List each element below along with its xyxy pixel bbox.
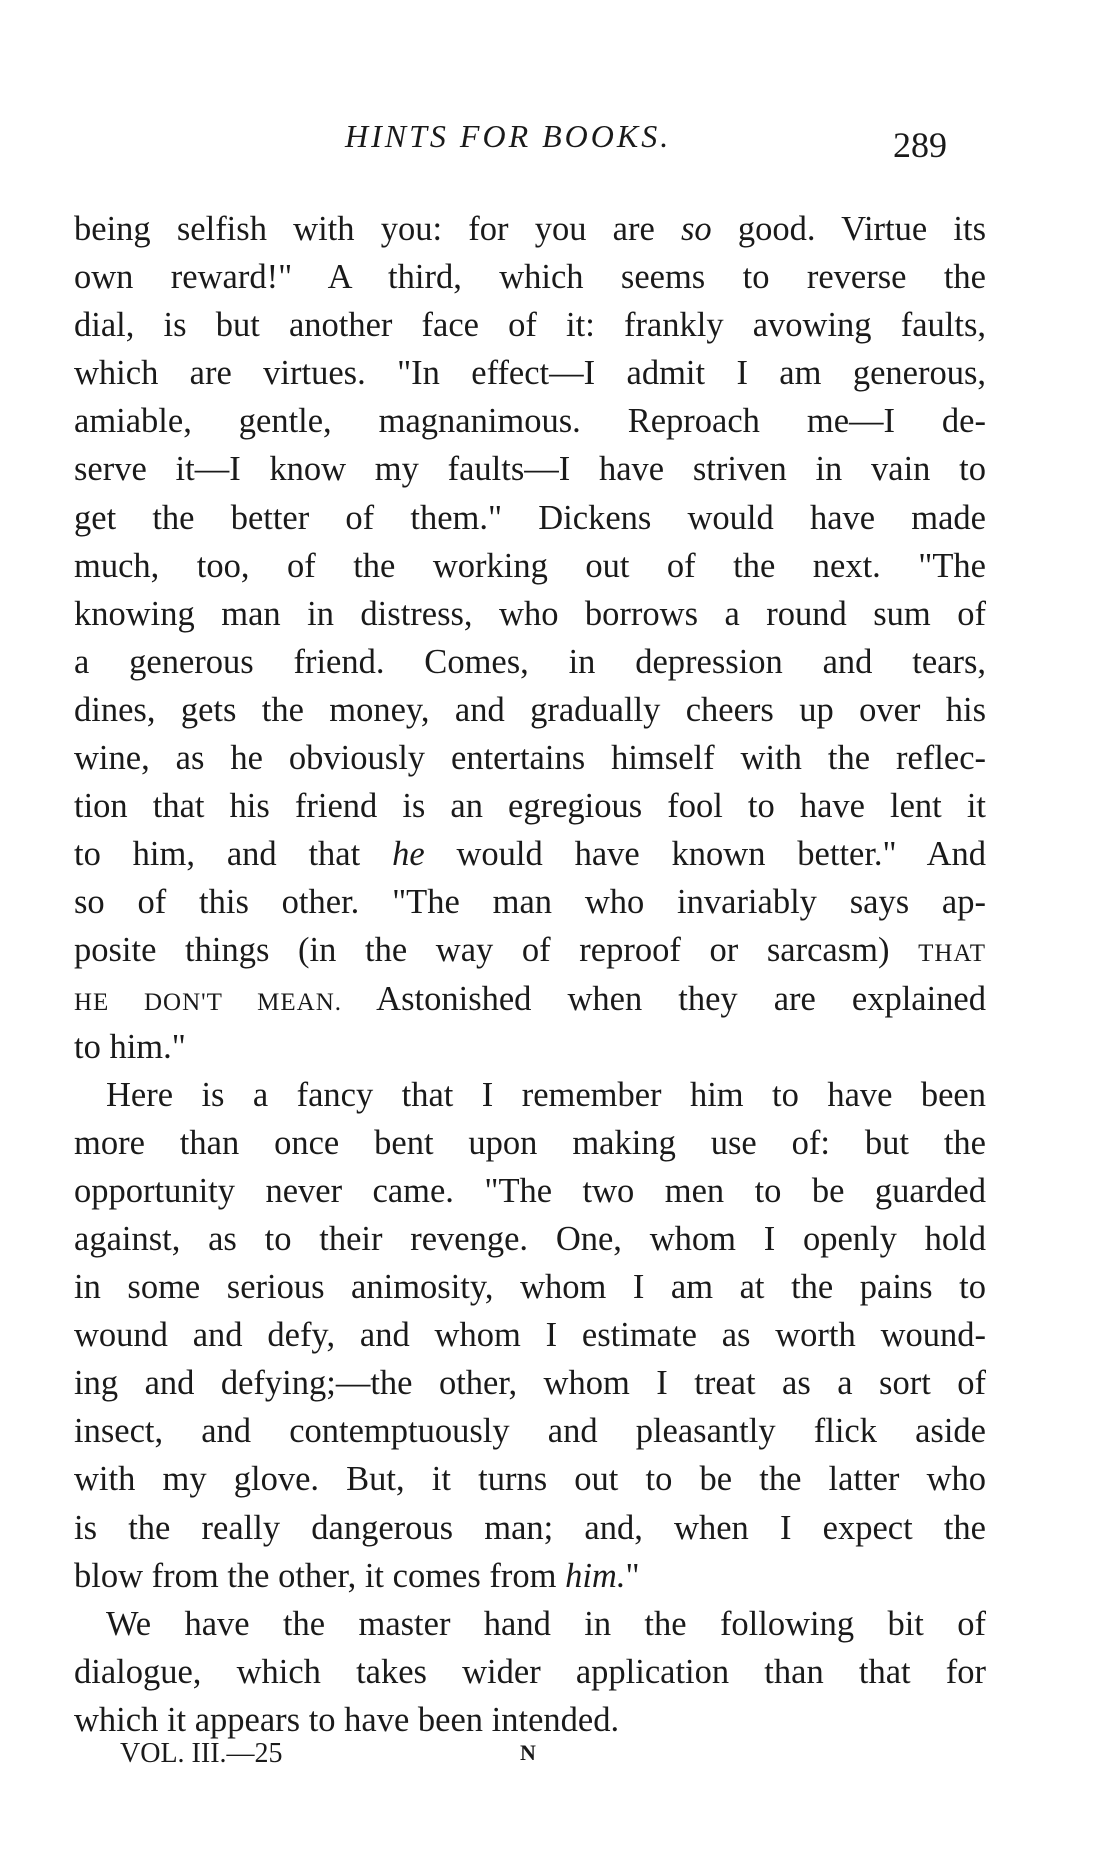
small-caps-text: HE DON'T MEAN. xyxy=(74,988,343,1016)
running-title: HINTS FOR BOOKS. xyxy=(345,118,672,154)
text-run: a generous friend. Comes, in depression and tears, xyxy=(74,642,986,681)
text-run: wound and defy, and whom I estimate as worth wound- xyxy=(74,1316,986,1355)
text-line xyxy=(74,1504,986,1552)
text-line xyxy=(74,1359,986,1407)
text-run: against, as to their revenge. One, whom I openly hold xyxy=(74,1219,986,1258)
running-head xyxy=(0,118,1115,168)
italic-text: he xyxy=(392,835,425,874)
text-run: is the really dangerous man; and, when I expect the xyxy=(74,1508,986,1547)
text-line xyxy=(74,1407,986,1455)
text-run: which are virtues. "In effect—I admit I am generous, xyxy=(74,354,986,393)
text-run: Astonished when they are explained xyxy=(342,979,986,1018)
signature-mark: N xyxy=(520,1740,536,1765)
text-run: good. Virtue its xyxy=(711,210,986,248)
text-line xyxy=(74,1215,986,1263)
text-line xyxy=(74,926,986,974)
text-line xyxy=(74,253,986,301)
text-run: " xyxy=(625,1556,640,1595)
text-line xyxy=(74,1696,986,1744)
text-line xyxy=(74,975,986,1023)
text-run: knowing man in distress, who borrows a round sum of xyxy=(74,594,986,633)
text-line xyxy=(74,205,986,253)
text-line xyxy=(74,1311,986,1359)
text-line xyxy=(74,301,986,349)
body-text xyxy=(74,205,986,1744)
text-line xyxy=(74,782,986,830)
text-line xyxy=(74,638,986,686)
text-run: blow from the other, it comes from xyxy=(74,1556,566,1595)
italic-text: so xyxy=(681,210,712,248)
text-run: with my glove. But, it turns out to be the latter who xyxy=(74,1460,986,1499)
text-run: to him." xyxy=(74,1027,186,1066)
text-line xyxy=(74,686,986,734)
text-line xyxy=(74,1552,986,1600)
text-run: posite things (in the way of reproof or sarcasm) xyxy=(74,931,919,970)
text-run: being selfish with you: for you are xyxy=(74,210,681,248)
text-line xyxy=(74,1071,986,1119)
text-run: amiable, gentle, magnanimous. Reproach me—I de- xyxy=(74,402,986,441)
italic-text: him. xyxy=(565,1556,626,1595)
text-run: to him, and that xyxy=(74,835,393,874)
text-run: so of this other. "The man who invariably says ap- xyxy=(74,883,986,922)
text-line xyxy=(74,542,986,590)
text-run: ing and defying;—the other, whom I treat as a sort of xyxy=(74,1364,986,1403)
text-run: in some serious animosity, whom I am at the pains to xyxy=(74,1268,986,1307)
text-line xyxy=(74,445,986,493)
text-run: would have known better." And xyxy=(424,835,986,874)
volume-signature: VOL. III.—25 xyxy=(120,1738,283,1769)
text-run: We have the master hand in the following bit of xyxy=(106,1604,986,1643)
text-run: get the better of them." Dickens would have made xyxy=(74,498,986,537)
text-line xyxy=(74,1600,986,1648)
text-run: dial, is but another face of it: frankly avowing faults, xyxy=(74,306,986,345)
text-line xyxy=(74,1263,986,1311)
text-line xyxy=(74,1648,986,1696)
text-run: opportunity never came. "The two men to be guarded xyxy=(74,1171,986,1210)
text-line xyxy=(74,1023,986,1071)
text-run: serve it—I know my faults—I have striven in vain to xyxy=(74,450,986,489)
text-run: own reward!" A third, which seems to reverse the xyxy=(74,258,986,297)
text-run: much, too, of the working out of the next. "The xyxy=(74,546,986,585)
text-line xyxy=(74,590,986,638)
text-run: tion that his friend is an egregious fool to have lent it xyxy=(74,787,986,826)
text-line xyxy=(74,1167,986,1215)
text-line xyxy=(74,397,986,445)
text-run: wine, as he obviously entertains himself with the reflec- xyxy=(74,739,986,778)
small-caps-text: THAT xyxy=(918,940,986,968)
text-run: insect, and contemptuously and pleasantly flick aside xyxy=(74,1412,986,1451)
text-line xyxy=(74,1455,986,1503)
text-line xyxy=(74,830,986,878)
text-run: Here is a fancy that I remember him to have been xyxy=(106,1075,986,1114)
page-footer xyxy=(0,1738,1115,1778)
text-line xyxy=(74,734,986,782)
text-line xyxy=(74,878,986,926)
text-run: dines, gets the money, and gradually cheers up over his xyxy=(74,690,986,729)
text-line xyxy=(74,494,986,542)
text-line xyxy=(74,349,986,397)
text-line xyxy=(74,1119,986,1167)
text-run: dialogue, which takes wider application than that for xyxy=(74,1652,986,1691)
text-run: more than once bent upon making use of: but the xyxy=(74,1123,986,1162)
page-number: 289 xyxy=(893,125,947,165)
text-run: which it appears to have been intended. xyxy=(74,1700,620,1739)
